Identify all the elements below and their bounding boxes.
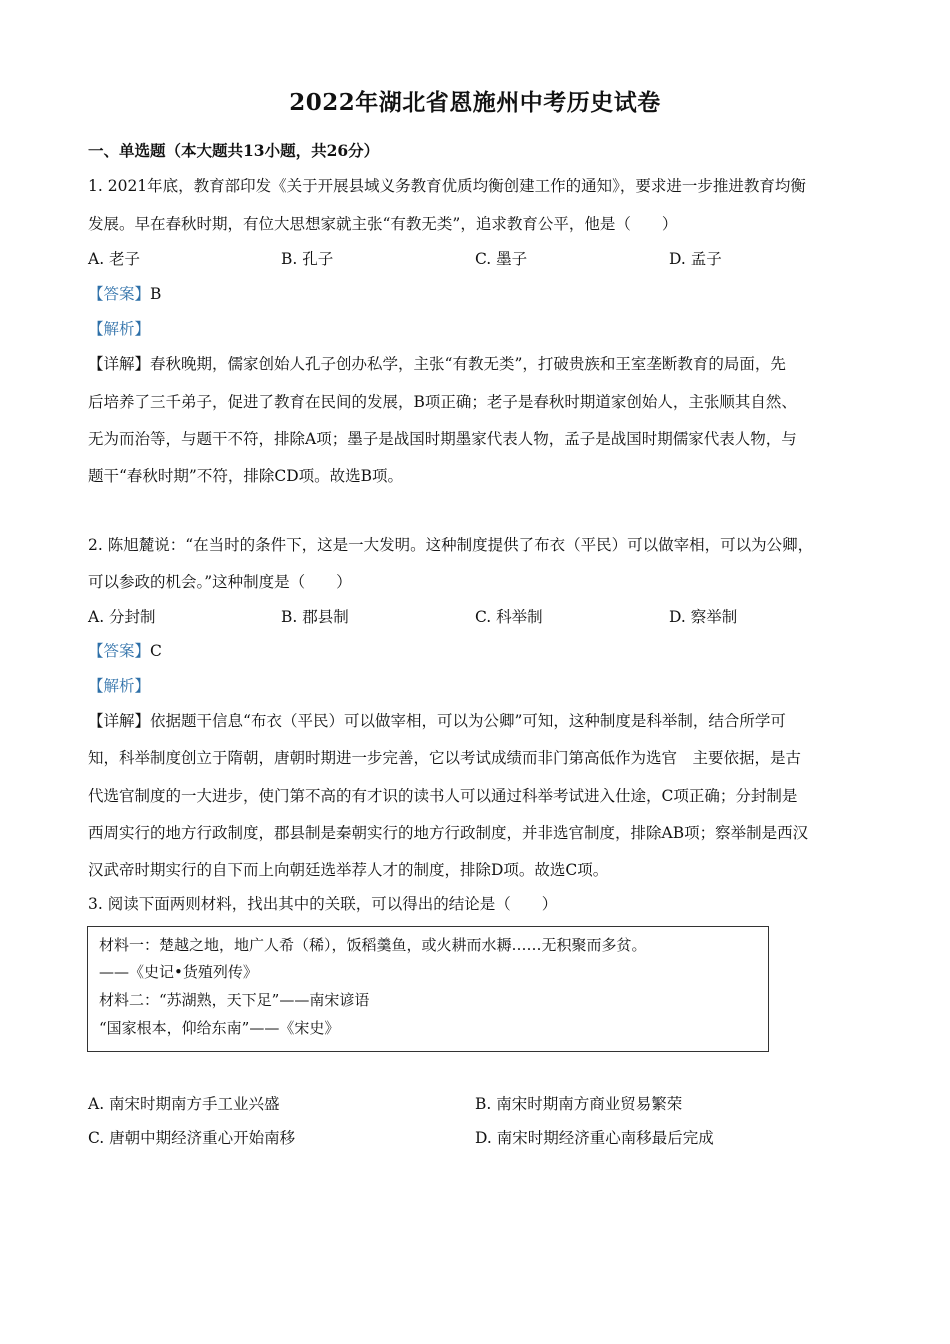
q1-answer — [88, 284, 161, 304]
q1-stem-line1: 1. 2021年底，教育部印发《关于开展县域义务教育优质均衡创建工作的通知》，要求进一步推进教育均衡 — [88, 177, 806, 195]
q2-analysis — [88, 676, 150, 696]
q2-option-a: A. 分封制 — [88, 608, 156, 626]
q1-stem-line2: 发展。早在春秋时期，有位大思想家就主张“有教无类”，追求教育公平，他是（ ） — [88, 215, 678, 233]
q2-answer — [88, 641, 162, 661]
q3-material-line4: “国家根本，仰给东南”——《宋史》 — [99, 1019, 340, 1037]
q2-detail-tag: 【详解】 — [88, 712, 151, 730]
q1-option-d: D. 孟子 — [669, 250, 722, 268]
q1-detail-line3: 无为而治等，与题干不符，排除A项；墨子是战国时期墨家代表人物，孟子是战国时期儒家代表人物，与 — [88, 430, 797, 448]
q2-detail-line4: 西周实行的地方行政制度，郡县制是秦朝实行的地方行政制度，并非选官制度，排除AB项；察举制是西汉 — [88, 824, 809, 842]
q1-answer-tag: 【答案】 — [88, 285, 151, 303]
q2-option-c: C. 科举制 — [475, 608, 543, 626]
q2-stem-line2: 可以参政的机会。”这种制度是（ ） — [88, 573, 352, 591]
q1-option-b: B. 孔子 — [281, 250, 334, 268]
q1-detail-text1: 春秋晚期，儒家创始人孔子创办私学，主张“有教无类”，打破贵族和王室垄断教育的局面，先 — [150, 355, 786, 373]
q1-detail-tag: 【详解】 — [88, 355, 151, 373]
q1-answer-value: B — [150, 285, 162, 303]
q2-detail-line3: 代选官制度的一大进步，使门第不高的有才识的读书人可以通过科举考试进入仕途，C项正确；分封制是 — [88, 787, 798, 805]
q3-option-c: C. 唐朝中期经济重心开始南移 — [88, 1129, 296, 1147]
q1-detail-line1 — [88, 354, 786, 374]
q2-stem-line1: 2. 陈旭麓说：“在当时的条件下，这是一大发明。这种制度提供了布衣（平民）可以做宰相，可以为公卿， — [88, 536, 814, 554]
q1-analysis-tag: 【解析】 — [88, 320, 151, 338]
q2-analysis-tag: 【解析】 — [88, 677, 151, 695]
q3-option-d: D. 南宋时期经济重心南移最后完成 — [475, 1129, 714, 1147]
q3-material-line3: 材料二：“苏湖熟，天下足”——南宋谚语 — [99, 991, 370, 1009]
q2-option-b: B. 郡县制 — [281, 608, 349, 626]
q2-detail-line1 — [88, 711, 786, 731]
q2-answer-value: C — [150, 642, 162, 660]
q1-detail-line2: 后培养了三千弟子，促进了教育在民间的发展，B项正确；老子是春秋时期道家创始人，主张顺其自然、 — [88, 393, 797, 411]
q3-material-box — [87, 926, 769, 1052]
q3-option-a: A. 南宋时期南方手工业兴盛 — [88, 1095, 280, 1113]
q2-option-d: D. 察举制 — [669, 608, 738, 626]
section-heading: 一、单选题（本大题共13小题，共26分） — [88, 141, 380, 160]
q1-option-a: A. 老子 — [88, 250, 141, 268]
page-title: 2022年湖北省恩施州中考历史试卷 — [289, 89, 661, 116]
q2-detail-line5: 汉武帝时期实行的自下而上向朝廷选举荐人才的制度，排除D项。故选C项。 — [88, 861, 609, 879]
q1-detail-line4: 题干“春秋时期”不符，排除CD项。故选B项。 — [88, 467, 404, 485]
q2-detail-line2: 知，科举制度创立于隋朝，唐朝时期进一步完善，它以考试成绩而非门第高低作为选官 主要依据，是古 — [88, 749, 802, 767]
q1-analysis — [88, 319, 150, 339]
q3-material-line2: ——《史记•货殖列传》 — [99, 963, 258, 981]
q2-detail-text1: 依据题干信息“布衣（平民）可以做宰相，可以为公卿”可知，这种制度是科举制，结合所学可 — [150, 712, 786, 730]
q3-material-line1: 材料一：楚越之地，地广人希（稀），饭稻羹鱼，或火耕而水耨……无积聚而多贫。 — [99, 936, 647, 954]
q3-option-b: B. 南宋时期南方商业贸易繁荣 — [475, 1095, 683, 1113]
q3-stem: 3. 阅读下面两则材料，找出其中的关联，可以得出的结论是（ ） — [88, 895, 558, 913]
q2-answer-tag: 【答案】 — [88, 642, 151, 660]
q1-option-c: C. 墨子 — [475, 250, 528, 268]
